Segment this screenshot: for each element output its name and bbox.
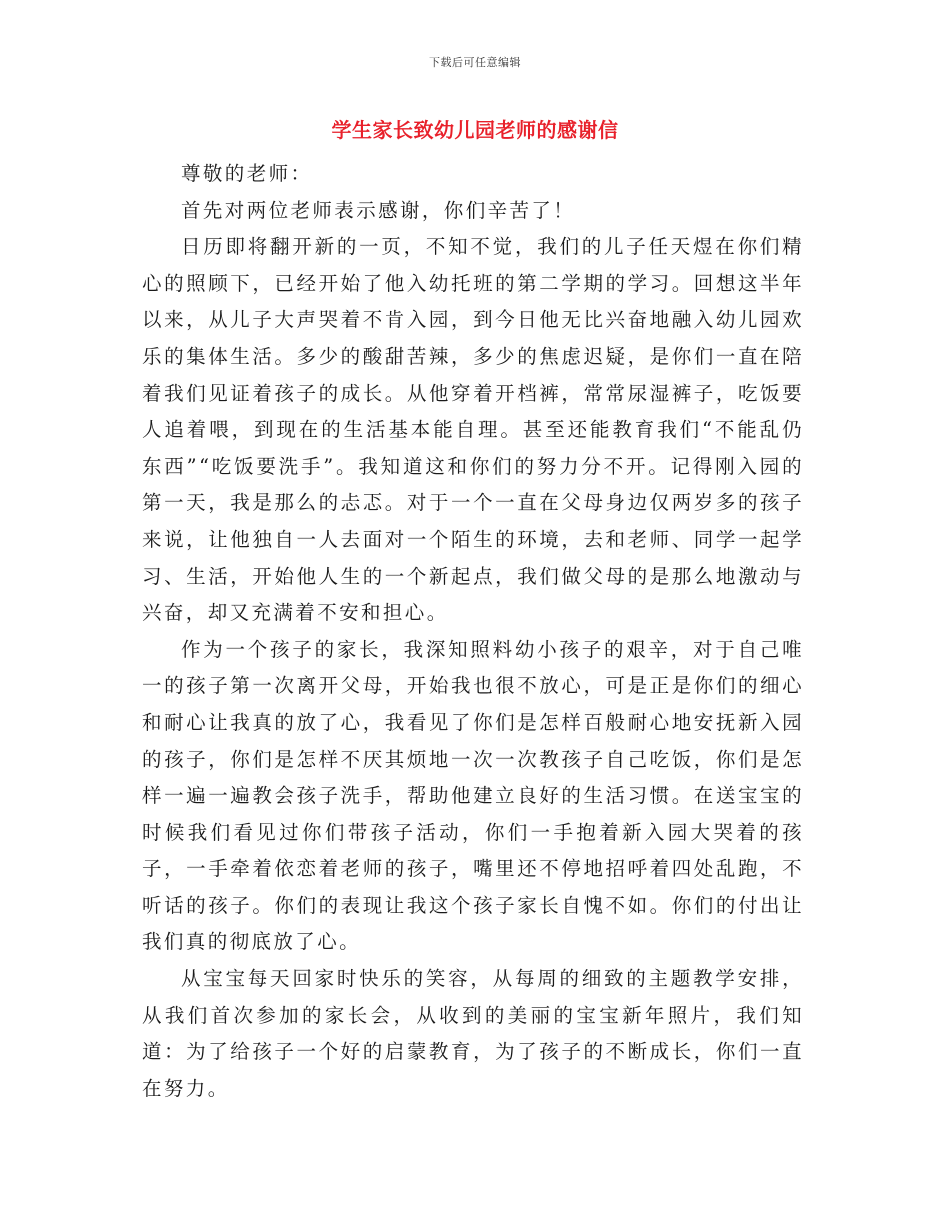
paragraph: 首先对两位老师表示感谢，你们辛苦了！ xyxy=(181,198,576,222)
paragraph: 日历即将翻开新的一页，不知不觉，我们的儿子任天煜在你们精心的照顾下，已经开始了他入幼托班的第二学期的学习。回想这半年以来，从儿子大声哭着不肯入园，到今日他无比兴奋地融入幼儿园欢乐的集体生活。多少的酸甜苦辣，多少的焦虑迟疑，是你们一直在陪着我们见证着孩子的成长。从他穿着开档裤，常常尿湿裤子，吃饭要人追着喂，到现在的生活基本能自理。甚至还能教育我们“不能乱仍东西”“吃饭要洗手”。我知道这和你们的努力分不开。记得刚入园的第一天，我是那么的忐忑。对于一个一直在父母身边仅两岁多的孩子来说，让他独自一人去面对一个陌生的环境，去和老师、同学一起学习、生活，开始他人生的一个新起点，我们做父母的是那么地激动与兴奋，却又充满着不安和担心。 xyxy=(142,235,804,625)
letter-body xyxy=(142,156,804,1107)
paragraph: 从宝宝每天回家时快乐的笑容，从每周的细致的主题教学安排，从我们首次参加的家长会，从收到的美丽的宝宝新年照片，我们知道：为了给孩子一个好的启蒙教育，为了孩子的不断成长，你们一直在努力。 xyxy=(142,967,804,1100)
paragraph: 作为一个孩子的家长，我深知照料幼小孩子的艰辛，对于自己唯一的孩子第一次离开父母，开始我也很不放心，可是正是你们的细心和耐心让我真的放了心，我看见了你们是怎样百般耐心地安抚新入园的孩子，你们是怎样不厌其烦地一次一次教孩子自己吃饭，你们是怎样一遍一遍教会孩子洗手，帮助他建立良好的生活习惯。在送宝宝的时候我们看见过你们带孩子活动，你们一手抱着新入园大哭着的孩子，一手牵着依恋着老师的孩子，嘴里还不停地招呼着四处乱跑，不听话的孩子。你们的表现让我这个孩子家长自愧不如。你们的付出让我们真的彻底放了心。 xyxy=(142,637,804,954)
letter-title: 学生家长致幼儿园老师的感谢信 xyxy=(331,118,619,142)
salutation: 尊敬的老师： xyxy=(181,162,313,185)
header-note: 下载后可任意编辑 xyxy=(429,56,521,69)
